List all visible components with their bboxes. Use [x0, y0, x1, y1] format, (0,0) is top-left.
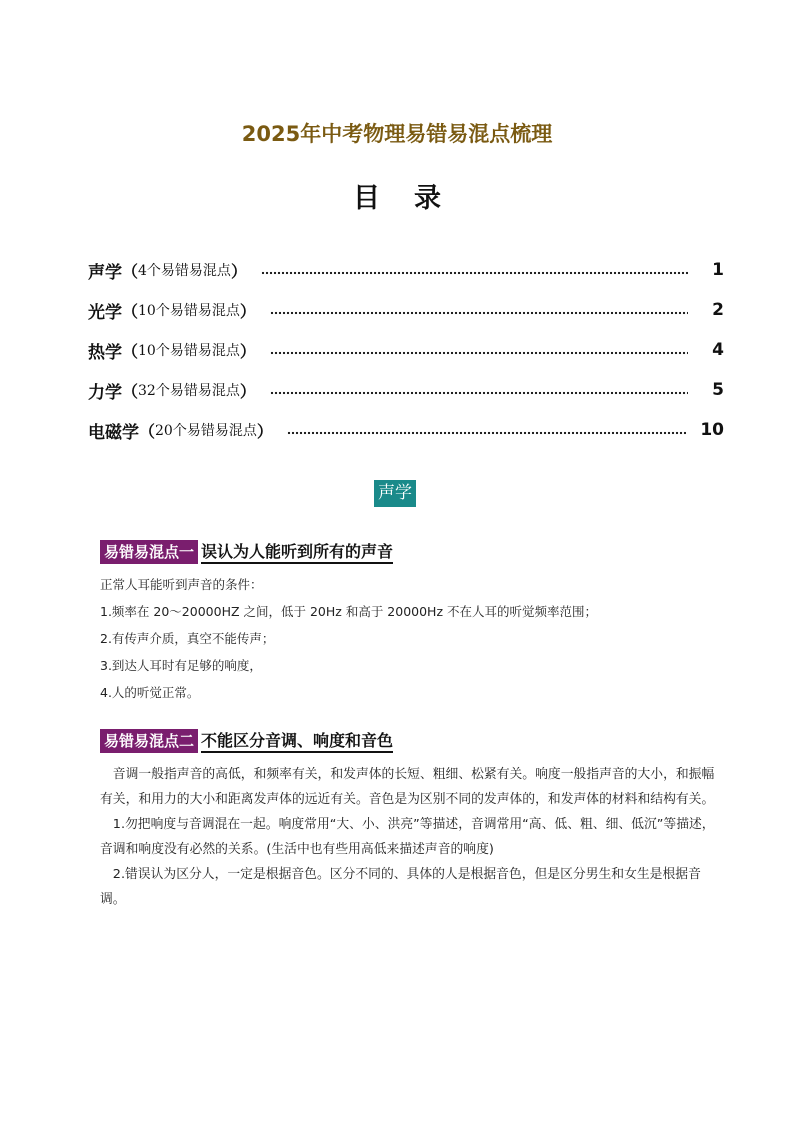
toc-entry-mechanics[interactable]: [88, 370, 724, 410]
toc-paren-open: （: [122, 261, 139, 281]
table-of-contents: [88, 250, 724, 450]
toc-page-number: 2: [712, 300, 724, 320]
body-line: 4.人的听觉正常。: [100, 685, 200, 700]
toc-entry-title: 力学: [88, 382, 122, 403]
body-line: 正常人耳能听到声音的条件：: [100, 577, 263, 592]
toc-entry-acoustics[interactable]: [88, 250, 724, 290]
point-heading-2: [100, 729, 393, 753]
toc-leader-dots: [270, 311, 688, 315]
point-tag: 易错易混点一: [100, 540, 198, 564]
toc-entry-count: 20个易错易混点: [155, 423, 257, 439]
toc-paren-open: （: [122, 341, 139, 361]
point-tag: 易错易混点二: [100, 729, 198, 753]
toc-paren-open: （: [139, 421, 156, 441]
body-line: 1.频率在 20～20000HZ 之间，低于 20Hz 和高于 20000Hz 不在人耳的听觉频率范围；: [100, 604, 597, 619]
toc-paren-close: ）: [256, 421, 273, 441]
body-line: 2.有传声介质，真空不能传声；: [100, 631, 275, 646]
toc-entry-electromagnetism[interactable]: [88, 410, 724, 450]
body-paragraphs: [100, 762, 722, 912]
point-title: 误认为人能听到所有的声音: [201, 541, 393, 564]
point-title: 不能区分音调、响度和音色: [201, 730, 393, 753]
body-line: 3.到达人耳时有足够的响度，: [100, 658, 262, 673]
toc-paren-close: ）: [239, 381, 256, 401]
toc-entry-count: 4个易错易混点: [138, 263, 231, 279]
toc-page-number: 10: [700, 420, 724, 440]
page-title: 2025年中考物理易错易混点梳理: [241, 122, 553, 146]
toc-paren-open: （: [122, 381, 139, 401]
toc-entry-count: 32个易错易混点: [138, 383, 240, 399]
paragraph: 音调一般指声音的高低，和频率有关，和发声体的长短、粗细、松紧有关。响度一般指声音的大小，和振幅有关，和用力的大小和距离发声体的远近有关。音色是为区别不同的发声体的，和发声体的材料和结构有关。: [100, 767, 715, 807]
section-badge: 声学: [374, 480, 416, 507]
toc-paren-close: ）: [230, 261, 247, 281]
toc-entry-title: 声学: [88, 262, 122, 283]
toc-paren-close: ）: [239, 341, 256, 361]
toc-entry-optics[interactable]: [88, 290, 724, 330]
paragraph: 2.错误认为区分人，一定是根据音色。区分不同的、具体的人是根据音色，但是区分男生和女生是根据音调。: [100, 867, 701, 907]
toc-entry-thermal[interactable]: [88, 330, 724, 370]
toc-page-number: 4: [712, 340, 724, 360]
toc-entry-count: 10个易错易混点: [138, 343, 240, 359]
toc-paren-close: ）: [239, 301, 256, 321]
toc-leader-dots: [261, 271, 688, 275]
toc-entry-title: 电磁学: [88, 422, 139, 443]
toc-entry-title: 光学: [88, 302, 122, 323]
toc-heading: 目录: [353, 183, 475, 214]
point-heading-1: [100, 540, 393, 564]
toc-page-number: 1: [712, 260, 724, 280]
toc-page-number: 5: [712, 380, 724, 400]
paragraph: 1.勿把响度与音调混在一起。响度常用“大、小、洪亮”等描述，音调常用“高、低、粗、细、低沉”等描述，音调和响度没有必然的关系。(生活中也有些用高低来描述声音的响度): [100, 817, 715, 857]
toc-entry-count: 10个易错易混点: [138, 303, 240, 319]
toc-leader-dots: [270, 391, 688, 395]
toc-paren-open: （: [122, 301, 139, 321]
toc-leader-dots: [287, 431, 686, 435]
toc-leader-dots: [270, 351, 688, 355]
toc-entry-title: 热学: [88, 342, 122, 363]
